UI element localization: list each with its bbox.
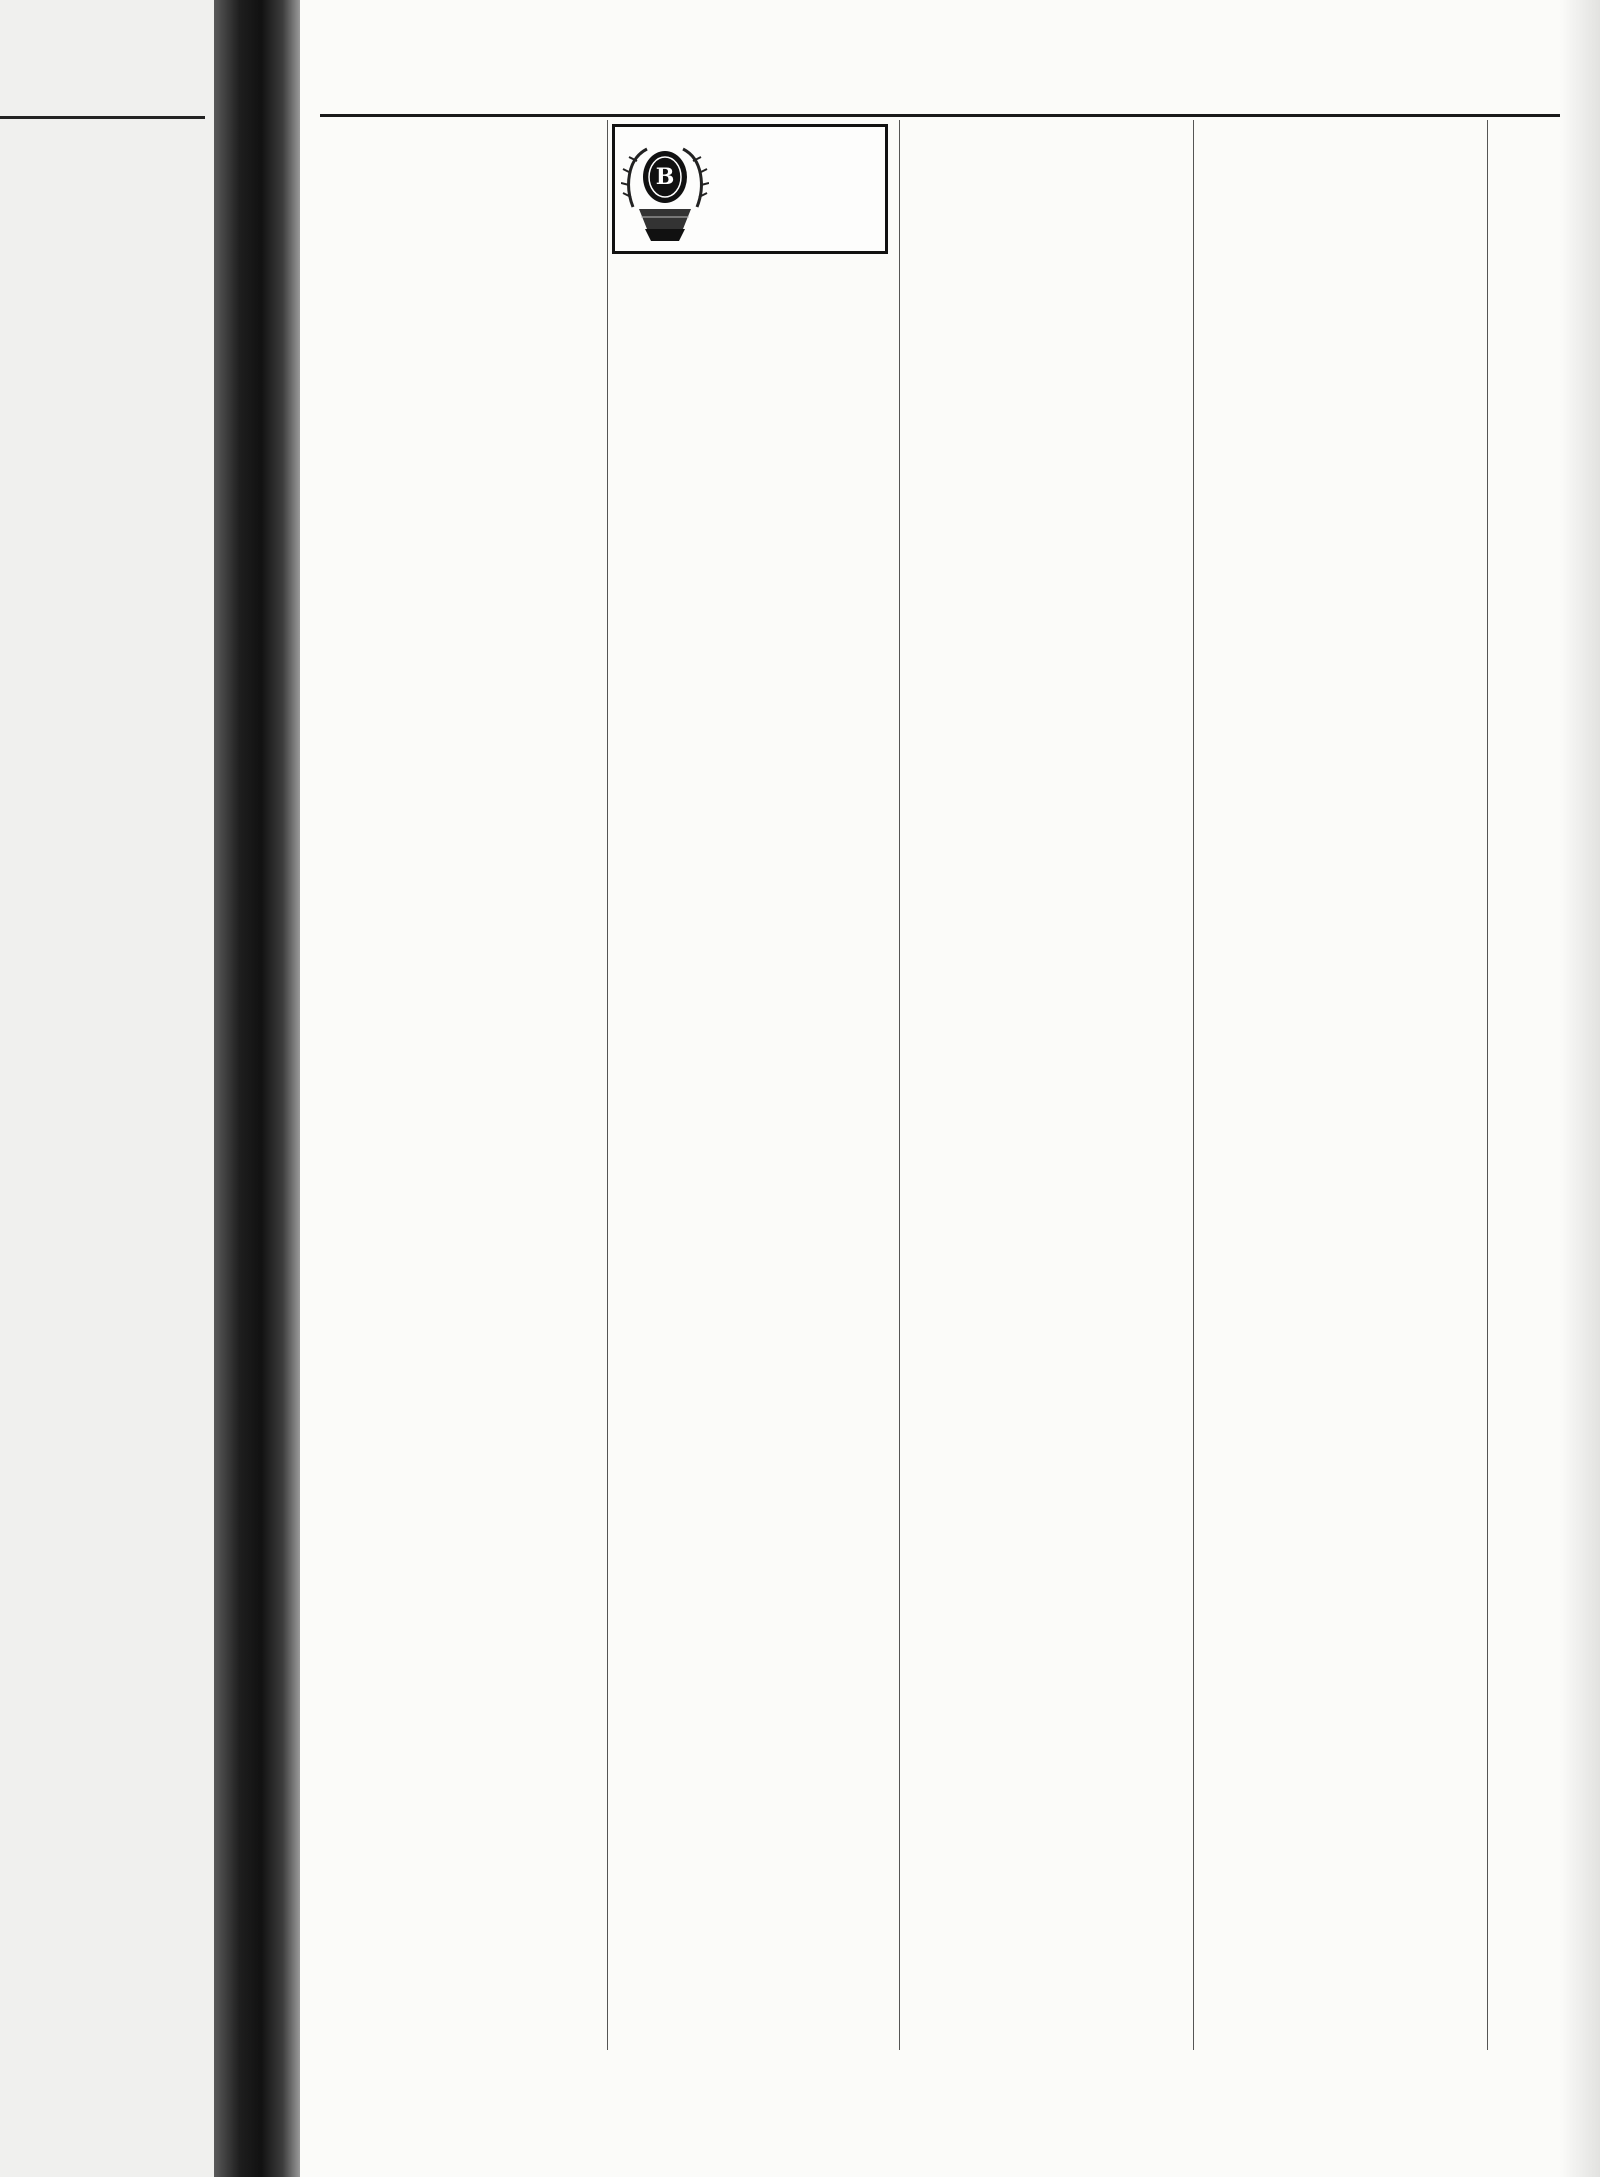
left-header-rule [0, 116, 205, 119]
column-divider [899, 120, 900, 2050]
page-edge-shadow [1560, 0, 1600, 2177]
directory-column-3 [904, 120, 1188, 2080]
directory-column-4 [1198, 120, 1480, 2080]
ad-body-row [621, 137, 879, 247]
column-divider [1193, 120, 1194, 2050]
svg-text:B: B [655, 164, 675, 190]
book-gutter [214, 0, 300, 2177]
directory-column-2 [612, 120, 894, 2080]
header-rule [320, 114, 1565, 117]
bintz-crest-logo [621, 137, 709, 247]
column-divider [1487, 120, 1488, 2050]
left-page [0, 0, 214, 2177]
directory-column-1 [318, 120, 602, 2080]
column-divider [607, 120, 608, 2050]
right-page [300, 0, 1600, 2177]
bintz-advertisement [612, 124, 888, 254]
